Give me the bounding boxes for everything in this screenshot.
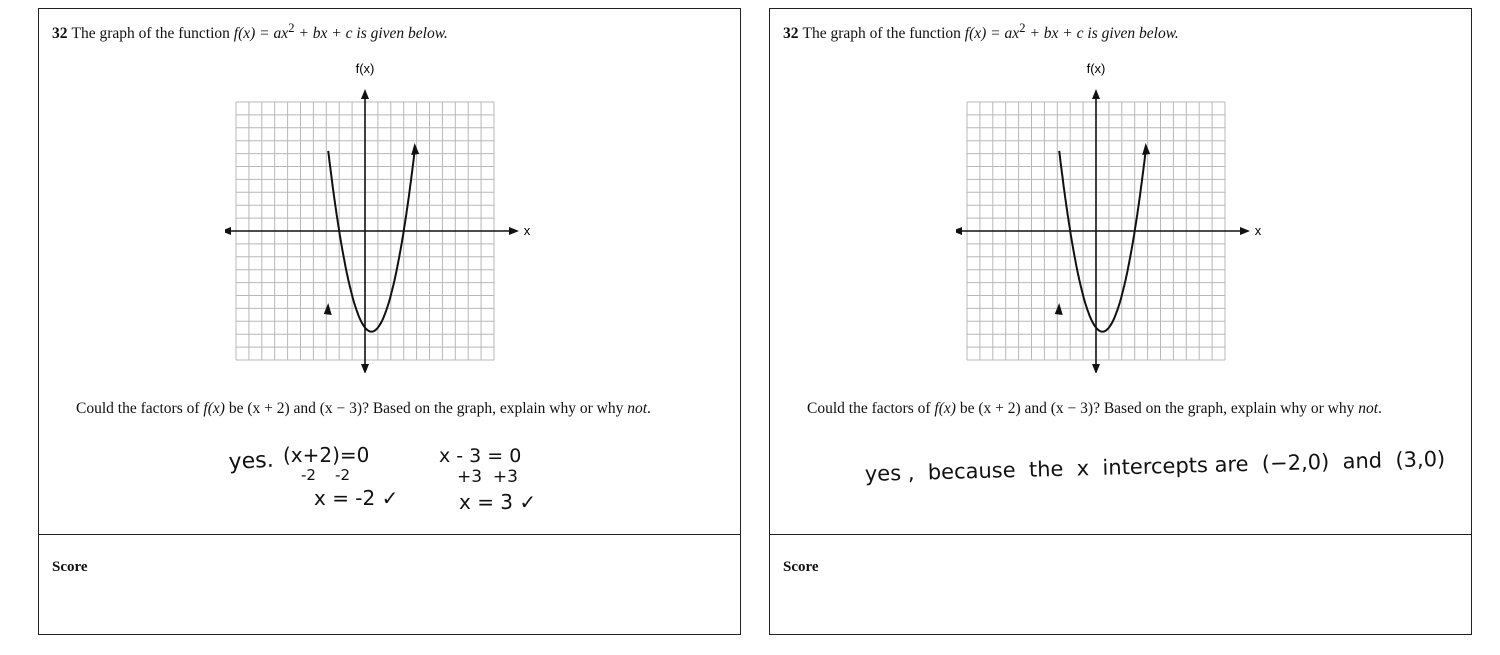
question-panel-left xyxy=(38,8,741,635)
axes xyxy=(956,89,1250,373)
y-axis-arrow-down xyxy=(1092,364,1100,373)
question-text-start: The graph of the function xyxy=(802,25,965,43)
question-text-start: The graph of the function xyxy=(71,25,234,43)
x-axis-label: x xyxy=(523,223,531,238)
exponent: 2 xyxy=(1019,20,1026,35)
handwritten-answer xyxy=(770,429,1473,534)
prompt-emphasis: not xyxy=(1358,400,1379,417)
y-axis-label: f(x) xyxy=(355,63,375,76)
score-label: Score xyxy=(52,559,88,575)
x-axis-label: x xyxy=(1254,223,1262,238)
answer-sentence: yes , because the x intercepts are (−2,0) and (3,0) xyxy=(864,446,1446,486)
y-axis-arrow-up xyxy=(361,89,369,99)
y-axis-arrow-up xyxy=(1092,89,1100,99)
x-axis-arrow-right xyxy=(1240,227,1250,235)
question-text xyxy=(52,20,448,43)
x-axis-arrow-left xyxy=(956,227,962,235)
parabola-curve xyxy=(1059,151,1146,332)
axes xyxy=(225,89,519,373)
answer-root-1: x = -2 ✓ xyxy=(314,486,399,510)
answer-step-1: -2 -2 xyxy=(301,466,350,484)
question-text-end: + bx + c is given below. xyxy=(294,25,448,43)
x-axis-arrow-left xyxy=(225,227,231,235)
answer-factor-1: (x+2)=0 xyxy=(283,443,370,467)
question-panel-right xyxy=(769,8,1472,635)
function-name: f(x) xyxy=(964,25,987,43)
question-text xyxy=(783,20,1179,43)
answer-step-2: +3 +3 xyxy=(457,467,518,487)
function-name: f(x) xyxy=(233,25,256,43)
question-equation: = ax xyxy=(255,25,289,43)
question-number: 32 xyxy=(783,25,799,43)
parabola-graph xyxy=(225,63,535,373)
prompt-emphasis: not xyxy=(627,400,648,417)
prompt-text xyxy=(76,400,651,418)
prompt-start: Could the factors of xyxy=(76,400,204,417)
score-divider xyxy=(39,534,740,535)
prompt-function: f(x) xyxy=(203,400,225,417)
prompt-middle: be (x + 2) and (x − 3)? Based on the graph, explain why or why xyxy=(955,400,1359,417)
prompt-function: f(x) xyxy=(934,400,956,417)
question-equation: = ax xyxy=(986,25,1020,43)
curve-arrow-left xyxy=(324,303,332,315)
answer-yes: yes. xyxy=(228,447,275,475)
y-axis-label: f(x) xyxy=(1086,63,1106,76)
question-text-end: + bx + c is given below. xyxy=(1025,25,1179,43)
handwritten-answer xyxy=(39,429,742,534)
y-axis-arrow-down xyxy=(361,364,369,373)
x-axis-arrow-right xyxy=(509,227,519,235)
answer-factor-2: x - 3 = 0 xyxy=(439,445,522,467)
curve-arrow-left xyxy=(1055,303,1063,315)
question-number: 32 xyxy=(52,25,68,43)
prompt-text xyxy=(807,400,1382,418)
score-label: Score xyxy=(783,559,819,575)
prompt-middle: be (x + 2) and (x − 3)? Based on the graph, explain why or why xyxy=(224,400,628,417)
prompt-end: . xyxy=(647,400,651,417)
parabola-curve xyxy=(328,151,415,332)
answer-root-2: x = 3 ✓ xyxy=(459,490,537,514)
parabola-graph xyxy=(956,63,1266,373)
prompt-end: . xyxy=(1378,400,1382,417)
exponent: 2 xyxy=(288,20,295,35)
prompt-start: Could the factors of xyxy=(807,400,935,417)
score-divider xyxy=(770,534,1471,535)
